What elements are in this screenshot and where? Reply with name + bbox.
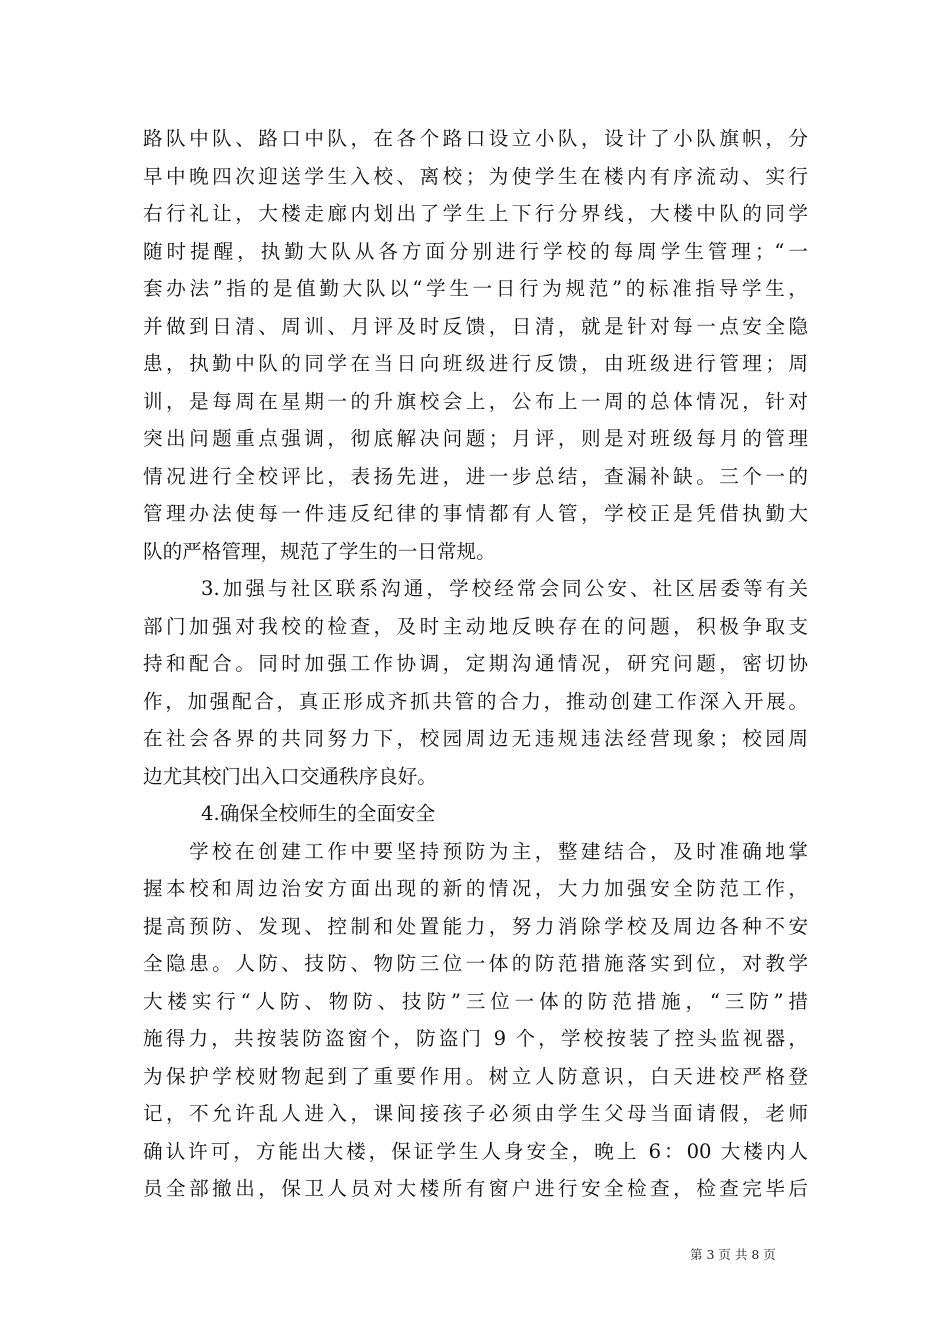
text-line: 施得力，共按装防盗窗个，防盗门 9 个，学校按装了控头监视器， bbox=[143, 1027, 808, 1050]
document-body bbox=[143, 120, 808, 1208]
text-line: 边尤其校门出入口交通秩序良好。 bbox=[143, 764, 437, 788]
text-line: 学校在创建工作中要坚持预防为主，整建结合，及时准确地掌 bbox=[189, 839, 808, 863]
text-line: 记，不允许乱人进入，课间接孩子必须由学生父母当面请假，老师 bbox=[143, 1102, 808, 1125]
text-line: 早中晚四次迎送学生入校、离校；为使学生在楼内有序流动、实行 bbox=[143, 164, 808, 188]
text-line: 管理办法使每一件违反纪律的事情都有人管，学校正是凭借执勤大 bbox=[143, 502, 808, 525]
text-line: 路队中队、路口中队，在各个路口设立小队，设计了小队旗帜，分 bbox=[143, 127, 808, 150]
text-line: 为保护学校财物起到了重要作用。树立人防意识，白天进校严格登 bbox=[143, 1064, 808, 1088]
text-line: 4.确保全校师生的全面安全 bbox=[201, 802, 436, 825]
page-number-footer: 第 3 页 共 8 页 bbox=[690, 1247, 776, 1262]
text-line: 队的严格管理，规范了学生的一日常规。 bbox=[143, 539, 496, 563]
text-line: 右行礼让，大楼走廊内划出了学生上下行分界线，大楼中队的同学 bbox=[143, 202, 808, 225]
text-line: 突出问题重点强调，彻底解决问题；月评，则是对班级每月的管理 bbox=[143, 427, 808, 450]
text-line: 情况进行全校评比，表扬先进，进一步总结，查漏补缺。三个一的 bbox=[143, 464, 808, 488]
text-line: 部门加强对我校的检查，及时主动地反映存在的问题，积极争取支 bbox=[143, 614, 808, 638]
text-line: 握本校和周边治安方面出现的新的情况，大力加强安全防范工作， bbox=[143, 877, 808, 900]
text-line: 持和配合。同时加强工作协调，定期沟通情况，研究问题，密切协 bbox=[143, 652, 808, 675]
text-line: 3.加强与社区联系沟通，学校经常会同公安、社区居委等有关 bbox=[201, 577, 808, 600]
text-line: 随时提醒，执勤大队从各方面分别进行学校的每周学生管理；“一 bbox=[143, 239, 808, 263]
text-line: 作，加强配合，真正形成齐抓共管的合力，推动创建工作深入开展。 bbox=[143, 689, 808, 713]
text-line: 全隐患。人防、技防、物防三位一体的防范措施落实到位，对教学 bbox=[143, 952, 808, 975]
text-line: 并做到日清、周训、月评及时反馈，日清，就是针对每一点安全隐 bbox=[143, 314, 808, 338]
text-line: 大楼实行“人防、物防、技防”三位一体的防范措施，“三防”措 bbox=[143, 989, 808, 1013]
text-line: 确认许可，方能出大楼，保证学生人身安全，晚上 6：00 大楼内人 bbox=[143, 1139, 808, 1163]
text-line: 在社会各界的共同努力下，校园周边无违规违法经营现象；校园周 bbox=[143, 727, 808, 750]
text-line: 患，执勤中队的同学在当日向班级进行反馈，由班级进行管理；周 bbox=[143, 352, 808, 375]
text-line: 套办法”指的是值勤大队以“学生一日行为规范”的标准指导学生， bbox=[143, 277, 808, 300]
text-line: 训，是每周在星期一的升旗校会上，公布上一周的总体情况，针对 bbox=[143, 389, 808, 413]
text-line: 提高预防、发现、控制和处置能力，努力消除学校及周边各种不安 bbox=[143, 914, 808, 938]
text-line: 员全部撤出，保卫人员对大楼所有窗户进行安全检查，检查完毕后 bbox=[143, 1177, 808, 1200]
